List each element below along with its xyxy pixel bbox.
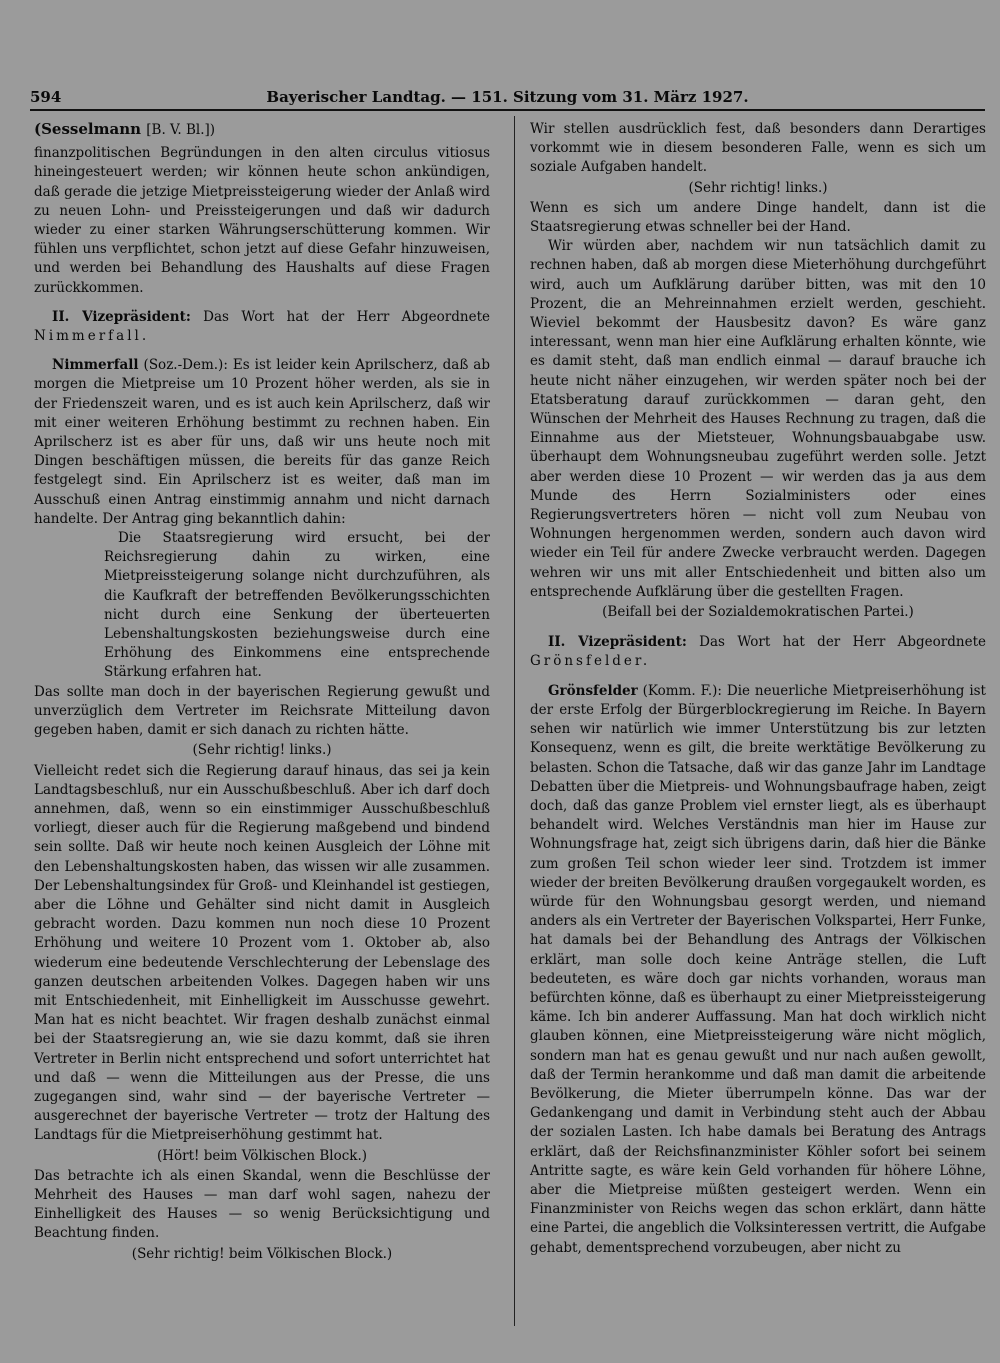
paragraph: Das sollte man doch in der bayerischen Regierung gewußt und unverzüglich dem Vertreter im Reichsrate Mitteilung davon gegeben haben, damit er sich danach zu richten hätte.	[34, 683, 490, 739]
interjection: (Beifall bei der Sozialdemokratischen Partei.)	[602, 604, 914, 621]
running-title: Bayerischer Landtag. — 151. Sitzung vom 31. März 1927.	[266, 88, 749, 106]
interjection: (Sehr richtig! links.)	[688, 179, 828, 196]
speech-nimmerfall: Nimmerfall (Soz.-Dem.): Es ist leider kein Aprilscherz, daß ab morgen die Mietpreise um 10 Prozent höher werden, als sie in der Friedenszeit waren, und es ist auch kein Aprilscherz, daß wir mit einer weiteren Erhöhung bestimmt zu rechnen haben. Ein Aprilscherz ist es aber für uns, daß wir uns heute noch mit Dingen beschäftigen müssen, die bereits für das ganze Reich festgelegt sind. Ein Aprilscherz ist es weiter, daß man im Ausschuß einen Antrag einstimmig annahm und nicht darnach handelte. Der Antrag ging bekanntlich dahin:	[34, 357, 490, 527]
quoted-motion: Die Staatsregierung wird ersucht, bei der Reichsregierung dahin zu wirken, eine Mietpreissteigerung solange nicht durchzuführen, als die Kaufkraft der betreffenden Bevölkerungsschichten nicht durch eine Senkung der überteuerten Lebenshaltungskosten beziehungsweise durch eine Erhöhung des Einkommens eine entsprechende Stärkung erfahren hat.	[104, 530, 490, 681]
vizepraesident-remark: II. Vizepräsident: Das Wort hat der Herr Abgeordnete Grönsfelder.	[530, 634, 986, 670]
interjection: (Sehr richtig! links.)	[192, 742, 332, 759]
paragraph: finanzpolitischen Begründungen in den alten circulus vitiosus hineingesteuert werden; wir können heute schon ankündigen, daß gerade die jetzige Mietpreissteigerung wieder der Anlaß wird zu neuen Lohn- und Preissteigerungen und daß wir dadurch wieder zu einer starken Währungserschütterung kommen. Wir fühlen uns verpflichtet, schon jetzt auf diese Gefahr hinzuweisen, und werden bei Behandlung des Haushalts auf diese Fragen zurückkommen.	[34, 145, 490, 296]
paragraph: Wenn es sich um andere Dinge handelt, dann ist die Staatsregierung etwas schneller bei der Hand.	[530, 199, 986, 236]
paragraph: Das betrachte ich als einen Skandal, wenn die Beschlüsse der Mehrheit des Hauses — man darf wohl sagen, nahezu der Einhelligkeit des Hauses — so wenig Berücksichtigung und Beachtung finden.	[34, 1167, 490, 1242]
interjection: (Hört! beim Völkischen Block.)	[156, 1147, 368, 1164]
speaker-continuation: (Sesselmann [B. V. Bl.])	[34, 120, 216, 138]
column-divider	[514, 116, 515, 1326]
page-number: 594	[30, 88, 62, 106]
paragraph: Wir würden aber, nachdem wir nun tatsächlich damit zu rechnen haben, daß ab morgen diese Mieterhöhung durchgeführt wird, auch um Aufklärung darüber bitten, was mit den 10 Prozent, die an Mehreinnahmen erzielt werden, geschieht. Wieviel bekommt der Hausbesitz davon? Es wäre ganz interessant, wenn man hier eine Aufklärung erhalten könnte, wie es damit steht, daß man endlich einmal — darauf brauche ich heute nicht näher einzugehen, wir werden später noch bei der Etatsberatung darauf zurückkommen — daran geht, den Wünschen der Mehrheit des Hauses Rechnung zu tragen, daß die Einnahme aus der Mietsteuer, Wohnungsbauabgabe usw. überhaupt dem Wohnungsneubau zugeführt werden solle. Jetzt aber werden diese 10 Prozent — wir werden das ja aus dem Munde des Herrn Sozialministers oder eines Regierungsvertreters hören — nicht voll zum Neubau von Wohnungen hergenommen werden, sondern auch davon wird wieder ein Teil für andere Zwecke verbraucht werden. Dagegen wehren wir uns mit aller Entschiedenheit und bitten also um entsprechende Aufklärung über die gestellten Fragen.	[530, 238, 986, 600]
interjection: (Sehr richtig! beim Völkischen Block.)	[131, 1245, 393, 1262]
speech-groensfelder: Grönsfelder (Komm. F.): Die neuerliche Mietpreiserhöhung ist der erste Erfolg der Bürgerblockregierung im Reiche. In Bayern sehen wir natürlich wie immer Unterstützung bis zur letzten Konsequenz, wenn es gilt, die breite werktätige Bevölkerung zu belasten. Schon die Tatsache, daß wir das ganze Jahr im Landtage Debatten über die Mietpreis- und Wohnungsbaufrage haben, zeigt doch, daß das ganze Problem viel ernster liegt, als es überhaupt behandelt wird. Welches Verständnis man hier im Hause zur Wohnungsfrage hat, zeigt sich übrigens darin, daß hier die Bänke zum großen Teil schon wieder leer sind. Trotzdem ist immer wieder der breiten Bevölkerung draußen vorgegaukelt worden, es würde für den Wohnungsbau gesorgt werden, und niemand anders als ein Vertreter der Bayerischen Volkspartei, Herr Funke, hat damals bei der Behandlung des Antrags der Völkischen erklärt, man solle doch keine Anträge stellen, die Luft bedeuteten, es wäre doch gar nichts vorhanden, woraus man befürchten könne, daß es überhaupt zu einer Mietpreissteigerung käme. Ich bin anderer Auffassung. Man hat doch wirklich nicht glauben können, eine Mietpreissteigerung wäre nicht möglich, sondern man hat es genau gewußt und nur nach außen gewollt, daß der Termin herankomme und daß man damit die arbeitende Bevölkerung, die Mieter überrumpeln könne. Das war der Gedankengang und damit in Verbindung steht auch der Abbau der sozialen Lasten. Ich habe damals bei Beratung des Antrags erklärt, daß der Reichsfinanzminister Köhler sofort bei seinem Antritte sagte, es wäre kein Geld vorhanden für höhere Löhne, aber die Mietpreise müßten gesteigert werden. Wenn ein Finanzminister von Reichs wegen das schon erklärt, dann hätte eine Partei, die angeblich die Volksinteressen vertritt, die Aufgabe gehabt, dementsprechend vorzubeugen, aber nicht zu	[530, 682, 986, 1256]
header-rule	[30, 109, 985, 111]
right-column	[530, 120, 986, 1258]
paragraph: Vielleicht redet sich die Regierung darauf hinaus, das sei ja kein Landtagsbeschluß, nur ein Ausschußbeschluß. Aber ich darf doch annehmen, daß, wenn so ein einstimmiger Ausschußbeschluß vorliegt, dieser auch für die Regierung maßgebend und bindend sein sollte. Daß wir heute noch keinen Ausgleich der Löhne mit den Lebenshaltungskosten haben, das wissen wir alle zusammen. Der Lebenshaltungsindex für Groß- und Kleinhandel ist gestiegen, aber die Löhne und Gehälter sind nicht damit in Ausgleich gebracht worden. Dazu kommen nun noch diese 10 Prozent Erhöhung und weitere 10 Prozent vom 1. Oktober ab, also wiederum eine bedeutende Verschlechterung der Lebenslage des ganzen deutschen arbeitenden Volkes. Dagegen haben wir uns mit Entschiedenheit, mit Einhelligkeit im Ausschusse gewehrt. Man hat es nicht beachtet. Wir fragen deshalb zunächst einmal bei der Staatsregierung an, wie sie dazu kommt, daß sie ihren Vertreter in Berlin nicht entsprechend und sofort unterrichtet hat und daß — wenn die Mitteilungen aus der Presse, die uns zugegangen sind, wahr sind — der bayerische Vertreter — ausgerechnet der bayerische Vertreter — trotz der Haltung des Landtags für die Mietpreiserhöhung gestimmt hat.	[34, 762, 490, 1144]
paragraph: Wir stellen ausdrücklich fest, daß besonders dann Derartiges vorkommt wie in diesem besonderen Falle, wenn es sich um soziale Aufgaben handelt.	[530, 121, 986, 176]
left-column	[34, 120, 490, 1265]
vizepraesident-remark: II. Vizepräsident: Das Wort hat der Herr Abgeordnete Nimmerfall.	[34, 308, 490, 345]
